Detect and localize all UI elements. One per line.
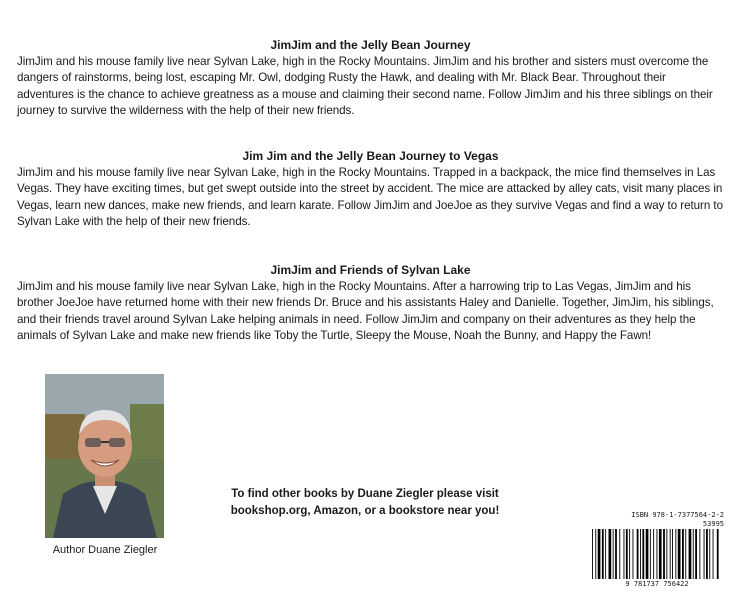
book-title: JimJim and the Jelly Bean Journey	[270, 38, 471, 52]
promo-line-1: To find other books by Duane Ziegler please visit	[231, 488, 499, 500]
isbn-barcode	[590, 511, 724, 588]
promo-text	[205, 486, 525, 520]
price-code: 53995	[702, 520, 724, 528]
book-blurb-2	[17, 149, 724, 230]
barcode-bars	[590, 529, 724, 579]
author-portrait-illustration	[45, 374, 164, 538]
book-description: JimJim and his mouse family live near Sylvan Lake, high in the Rocky Mountains. After a harrowing trip to Las Vegas, JimJim and his brother JoeJoe have returned home with their new friends Dr. Bruce and his assistants Haley and Danielle. Together, JimJim, his siblings, and their friends travel around Sylvan Lake helping animals in need. Follow JimJim and company on their adventures as they help the animals of Sylvan Lake and make new friends like Toby the Turtle, Sleepy the Mouse, Noah the Bunny, and Happy the Fawn!	[17, 280, 714, 342]
barcode-number: 9 781737 756422	[625, 580, 689, 588]
book-description: JimJim and his mouse family live near Sylvan Lake, high in the Rocky Mountains. JimJim and his brother and sisters must overcome the dangers of rainstorms, being lost, escaping Mr. Owl, dodging Rusty the Hawk, and dealing with Mr. Black Bear. Throughout their adventures is the chance to achieve greatness as a mouse and claiming their second name. Follow JimJim and his three siblings on their journey to survive the wilderness with the help of their new friends.	[17, 55, 713, 117]
isbn-text: ISBN 978-1-7377564-2-2	[631, 511, 724, 519]
book-blurb-3	[17, 263, 724, 344]
book-blurb-1	[17, 38, 724, 119]
book-title: JimJim and Friends of Sylvan Lake	[270, 263, 471, 277]
book-description: JimJim and his mouse family live near Sylvan Lake, high in the Rocky Mountains. Trapped in a backpack, the mice find themselves in Las Vegas. They have exciting times, but get swept outside into the street by accident. The mice are attacked by alley cats, visit many places in Vegas, learn new dances, make new friends, and learn karate. Follow JimJim and JoeJoe as they survive Vegas and find a way to return to Sylvan Lake with the help of their new friends.	[17, 166, 724, 228]
author-caption: Author Duane Ziegler	[52, 544, 158, 556]
author-photo	[45, 374, 164, 538]
promo-line-2: bookshop.org, Amazon, or a bookstore near you!	[230, 505, 500, 517]
book-title: Jim Jim and the Jelly Bean Journey to Vegas	[242, 149, 499, 163]
